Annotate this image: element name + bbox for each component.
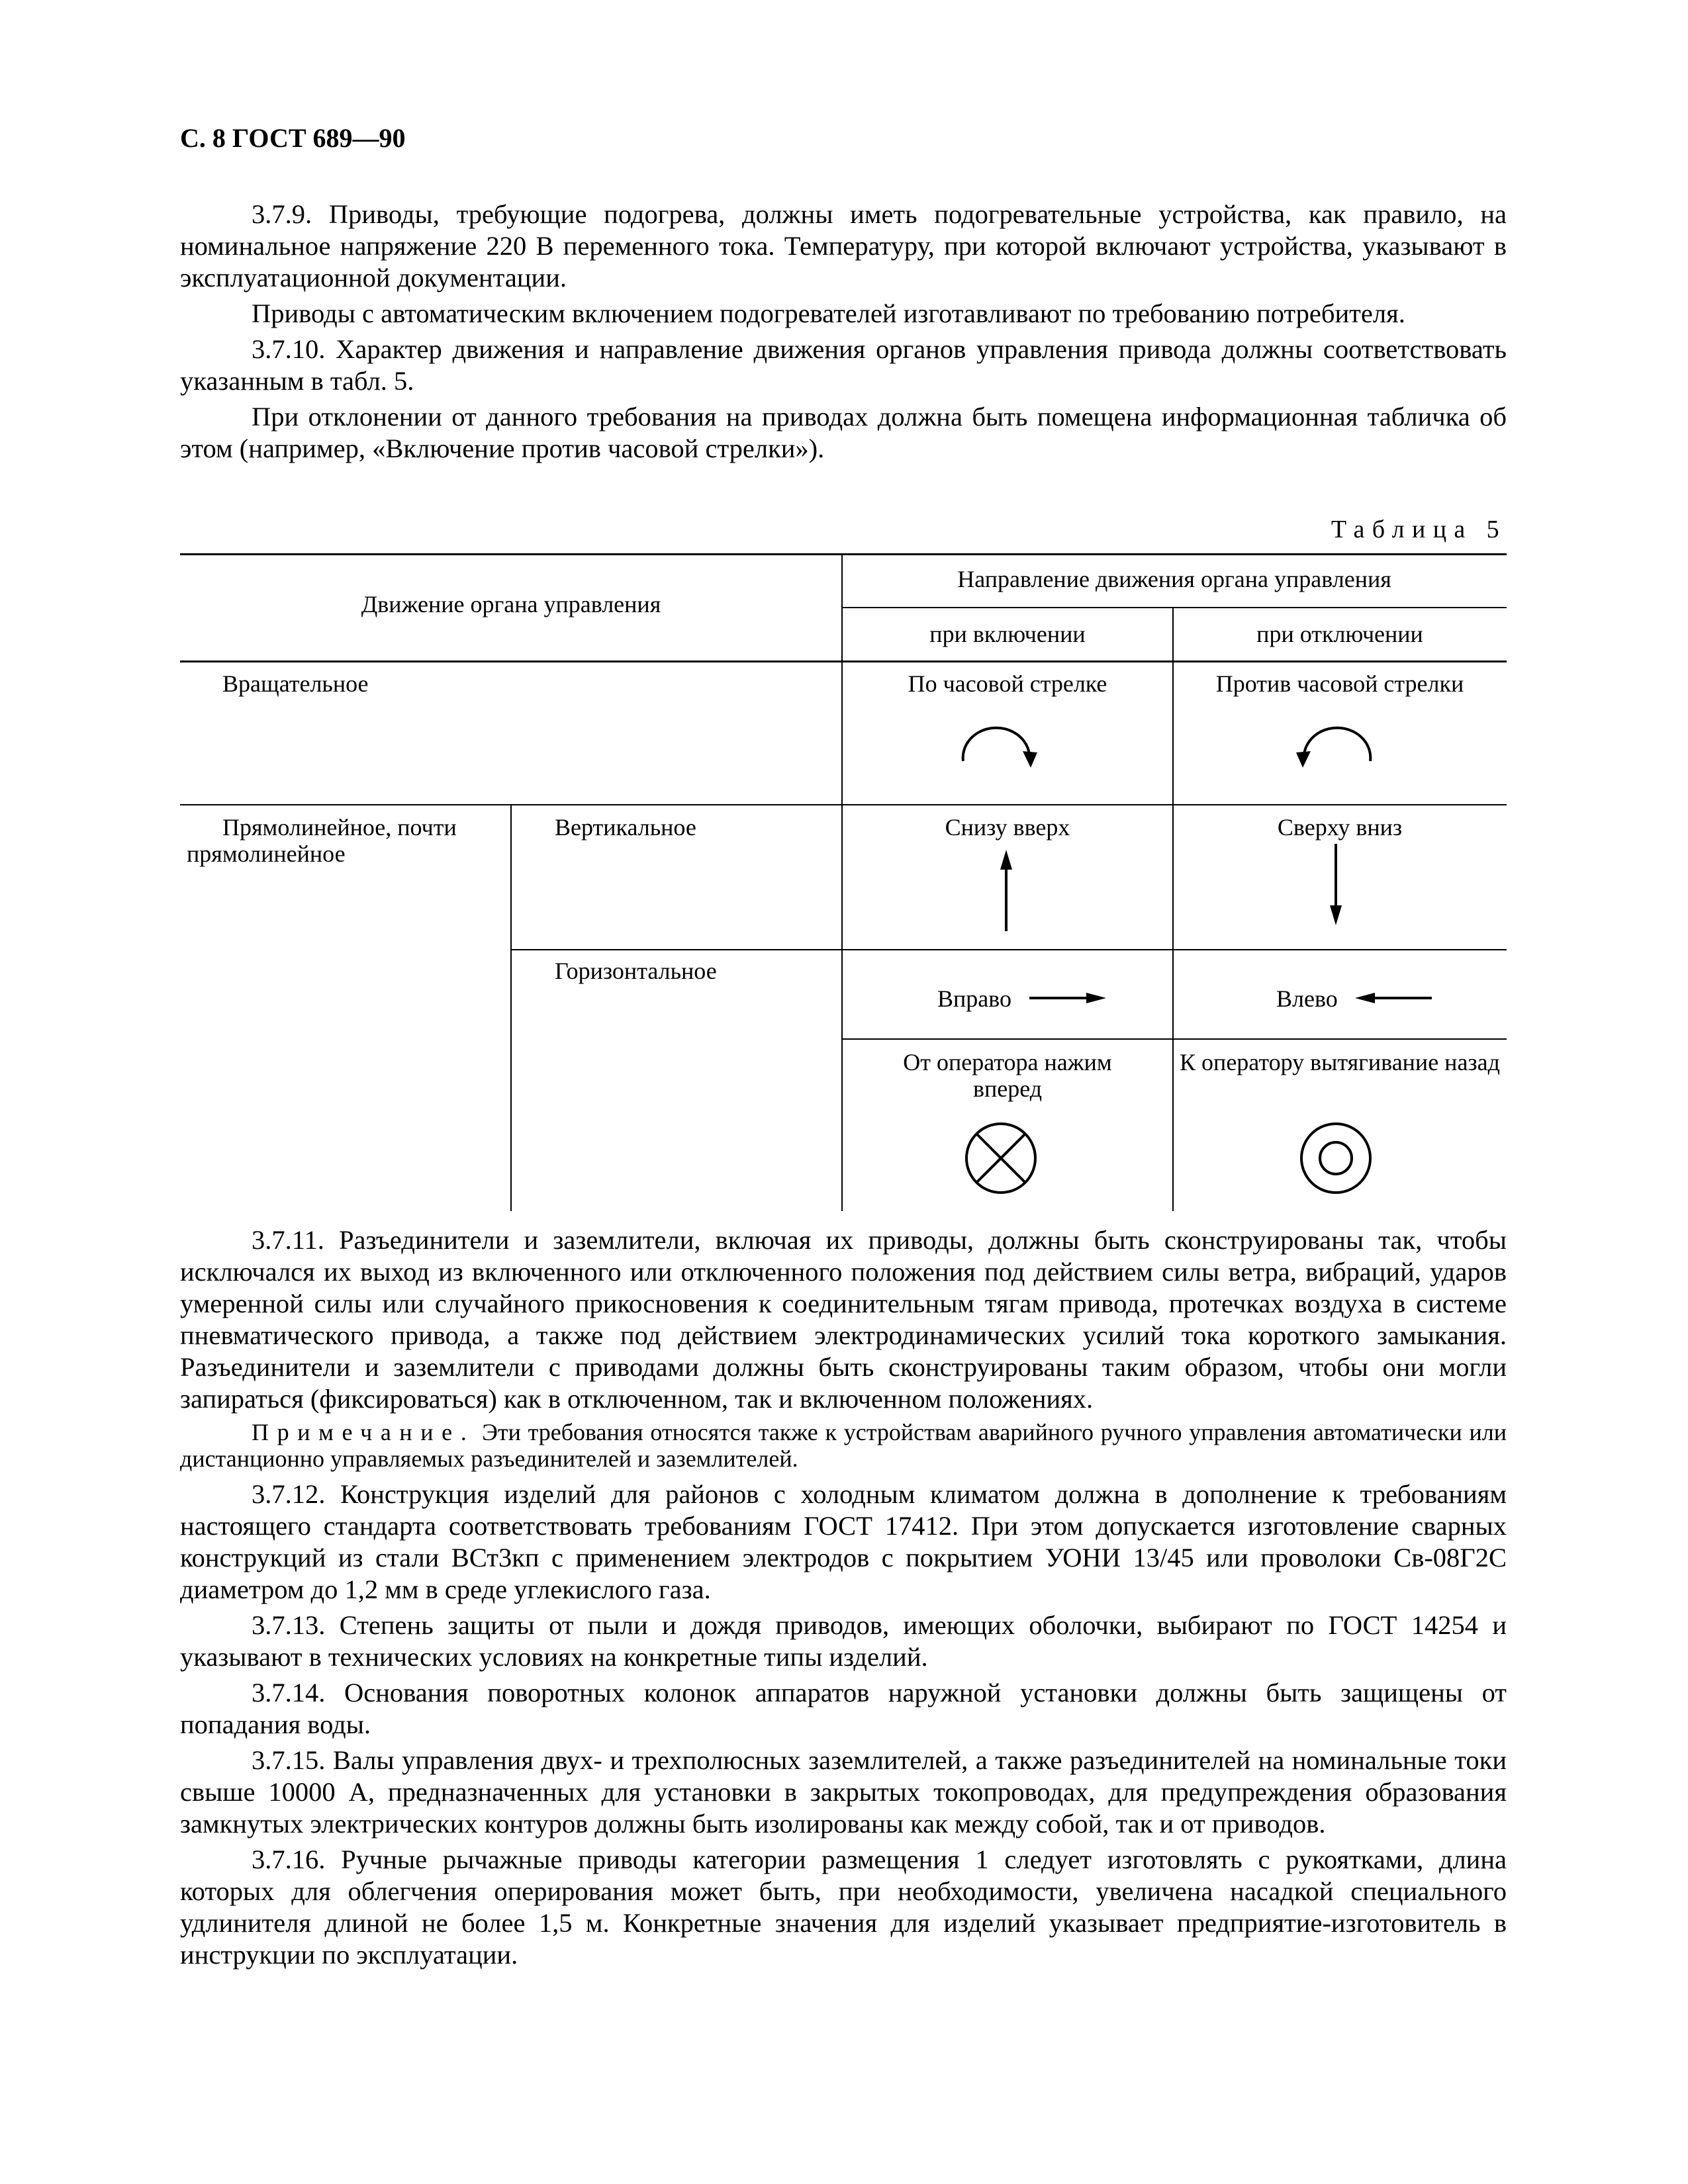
up-arrow-icon <box>993 848 1019 934</box>
bottom-text-block <box>180 1224 1507 1975</box>
rot-on-label: По часовой стрелке <box>908 670 1107 697</box>
note-text: Эти требования относятся также к устройствам аварийного ручного управления автоматически или дистанционно управляемых разъединителей и заземлителей. <box>180 1419 1507 1472</box>
table-row-rule-1 <box>180 804 1507 805</box>
paragraph-3-7-12: 3.7.12. Конструкция изделий для районов с холодным климатом должна в дополнение к требованиям настоящего стандарта соответствовать требованиям ГОСТ 17412. При этом допускается изготовление сварных конструкций из стали ВСт3кп с применением электродов с покрытием УОНИ 13/45 или проволоки Св-08Г2С диаметром до 1,2 мм в среде углекислого газа. <box>180 1479 1507 1604</box>
head-on: при включении <box>929 621 1086 647</box>
table-col-rule-2 <box>1172 607 1174 1211</box>
table-col-rule-0 <box>510 804 512 1211</box>
table-top-rule <box>180 553 1507 555</box>
paragraph-heaters: Приводы с автоматическим включением подогревателей изготавливают по требованию потребителя. <box>252 298 1405 328</box>
paragraph-3-7-13: 3.7.13. Степень защиты от пыли и дождя приводов, имеющих оболочки, выбирают по ГОСТ 14254 и указывают в технических условиях на конкретные типы изделий. <box>180 1610 1507 1672</box>
table-head-rule <box>842 607 1507 608</box>
table-head-bottom-rule <box>180 660 1507 662</box>
row-linear: Прямолинейное, почти прямолинейное <box>187 814 457 867</box>
vert-on-label: Снизу вверх <box>945 814 1070 841</box>
pull-off-label: К оператору вытягивание назад <box>1180 1049 1500 1075</box>
paragraph-deviation: При отклонении от данного требования на приводах должна быть помещена информационная табличка об этом (например, «Включение против часовой стрелки»). <box>180 402 1507 463</box>
head-direction: Направление движения органа управления <box>957 566 1391 592</box>
down-arrow-icon <box>1323 841 1349 927</box>
counterclockwise-arc-arrow-icon <box>1291 725 1390 778</box>
sub-vertical: Вертикальное <box>555 814 696 841</box>
paragraph-3-7-11: 3.7.11. Разъединители и заземлители, включая их приводы, должны быть сконструированы так, чтобы исключался их выход из включенного или отключенного положения под действием силы ветра, вибраций, ударов умеренной силы или случайного прикосновения к соединительным тягам привода, протечках воздуха в системе пневматического привода, а также под действием электродинамических усилий тока короткого замыкания. Разъединители и заземлители с приводами должны быть сконструированы таким образом, чтобы они могли запираться (фиксироваться) как в отключенном, так и включенном положениях. <box>180 1225 1507 1414</box>
rot-off-label: Против часовой стрелки <box>1215 670 1464 697</box>
head-movement: Движение органа управления <box>361 591 661 617</box>
dot-circle-icon <box>1296 1118 1376 1198</box>
paragraph-3-7-16: 3.7.16. Ручные рычажные приводы категории размещения 1 следует изготовлять с рукоятками, длина которых для облегчения оперирования может быть, при необходимости, увеличена насадкой специального удлинителя длиной не более 1,5 м. Конкретные значения для изделий указывает предприятие-изготовитель в инструкции по эксплуатации. <box>180 1844 1507 1970</box>
hor-on-label: Вправо <box>937 985 1012 1012</box>
note <box>180 1419 1507 1472</box>
row-rotational: Вращательное <box>222 670 369 697</box>
clockwise-arc-arrow-icon <box>957 725 1056 778</box>
left-arrow-icon <box>1354 990 1433 1006</box>
table-col-rule-1 <box>841 553 843 1211</box>
paragraph-3-7-15: 3.7.15. Валы управления двух- и трехполюсных заземлителей, а также разъединителей на номинальные токи свыше 10000 А, предназначенных для установки в закрытых токопроводах, для предупреждения образования замкнутых электрических контуров должны быть изолированы как между собой, так и от приводов. <box>180 1745 1507 1839</box>
push-on-label: От оператора нажим вперед <box>903 1049 1112 1102</box>
head-off: при отключении <box>1256 621 1423 647</box>
note-label: Примечание. <box>252 1419 475 1445</box>
sub-horizontal: Горизонтальное <box>555 958 717 984</box>
table-row-rule-2 <box>511 949 1507 950</box>
vert-off-label: Сверху вниз <box>1277 814 1403 841</box>
cross-circle-icon <box>961 1118 1041 1198</box>
top-text-block <box>180 199 1507 469</box>
table-caption: Таблица 5 <box>1331 516 1507 543</box>
paragraph-3-7-9: 3.7.9. Приводы, требующие подогрева, должны иметь подогревательные устройства, как правило, на номинальное напряжение 220 В переменного тока. Температуру, при которой включают устройства, указывают в эксплуатационной документации. <box>180 199 1507 293</box>
right-arrow-icon <box>1028 990 1107 1006</box>
paragraph-3-7-14: 3.7.14. Основания поворотных колонок аппаратов наружной установки должны быть защищены от попадания воды. <box>180 1678 1507 1739</box>
table-row-rule-3 <box>842 1038 1507 1040</box>
paragraph-3-7-10: 3.7.10. Характер движения и направление движения органов управления привода должны соответствовать указанным в табл. 5. <box>180 334 1507 396</box>
page-header: С. 8 ГОСТ 689—90 <box>180 123 406 153</box>
hor-off-label: Влево <box>1276 985 1338 1012</box>
